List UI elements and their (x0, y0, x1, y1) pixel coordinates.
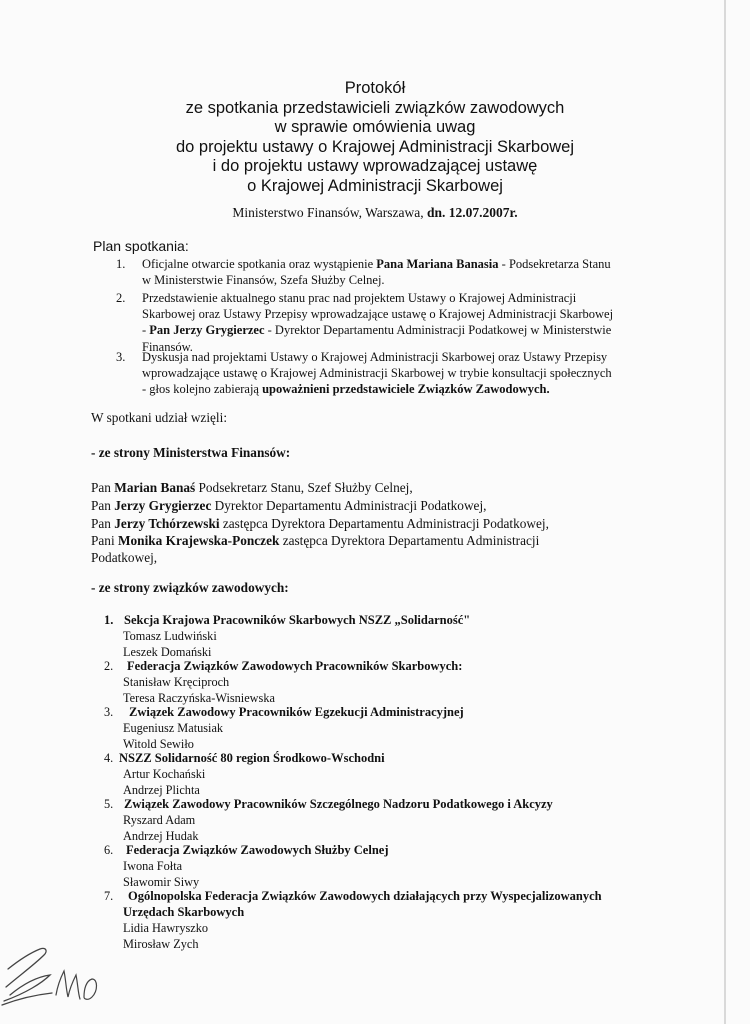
union-name: Federacja Związków Zawodowych Służby Celnej (126, 843, 389, 857)
unions-heading: - ze strony związków zawodowych: (91, 580, 289, 595)
plan-item-text: Przedstawienie aktualnego stanu prac nad projektem Ustawy o Krajowej Administracji (142, 291, 577, 305)
union-name-continuation: Urzędach Skarbowych (123, 905, 245, 919)
title-line: Protokół (344, 79, 406, 97)
union-number: 2. (104, 659, 114, 673)
union-name: NSZZ Solidarność 80 region Środkowo-Wschodni (119, 751, 385, 765)
union-member: Lidia Hawryszko (123, 921, 209, 935)
ministry-heading: - ze strony Ministerstwa Finansów: (91, 445, 291, 460)
union-member: Ryszard Adam (123, 813, 196, 827)
person-prefix: Pani (91, 533, 118, 548)
person-name: Marian Banaś (114, 480, 196, 495)
union-member: Artur Kochański (123, 767, 206, 781)
plan-item-text: Finansów. (142, 339, 193, 354)
union-name: Sekcja Krajowa Pracowników Skarbowych NSZZ „Solidarność" (124, 613, 471, 627)
union-member: Stanisław Kręciproch (123, 675, 230, 689)
plan-item-text: w Ministerstwie Finansów, Szefa Służby Celnej. (142, 273, 385, 288)
plan-item-text: - Dyrektor Departamentu Administracji Podatkowej w Ministerstwie (264, 323, 612, 338)
union-member: Andrzej Hudak (123, 829, 199, 843)
person-role: zastępca Dyrektora Departamentu Administracji (279, 533, 540, 548)
union-name: Związek Zawodowy Pracowników Szczególnego Nadzoru Podatkowego i Akcyzy (124, 797, 553, 811)
union-number: 6. (104, 843, 114, 857)
union-member: Leszek Domański (123, 645, 212, 659)
union-member: Eugeniusz Matusiak (123, 721, 224, 735)
person-prefix: Pan (91, 516, 115, 531)
plan-item (142, 290, 642, 355)
plan-item-number: 2. (116, 291, 126, 305)
union-member: Mirosław Zych (123, 937, 199, 951)
title-line: i do projektu ustawy wprowadzającej ustawę (212, 157, 538, 176)
ministry-person (91, 480, 413, 496)
plan-item (142, 349, 612, 398)
plan-item-text: - Podsekretarza Stanu (498, 257, 611, 271)
person-prefix: Pan (91, 498, 115, 513)
handwritten-signature (0, 935, 120, 1010)
plan-item-text: - (142, 323, 150, 338)
person-name: Jerzy Tchórzewski (114, 516, 220, 531)
union-member: Iwona Fołta (123, 859, 183, 873)
ministry-person (91, 516, 549, 532)
union-member: Teresa Raczyńska-Wisniewska (123, 691, 275, 705)
plan-item-text: - głos kolejno zabierają (142, 382, 263, 397)
union-member: Tomasz Ludwiński (123, 629, 217, 643)
union-member: Andrzej Plichta (123, 783, 200, 797)
ministry-person (91, 498, 486, 514)
plan-item-bold: upoważnieni przedstawiciele Związków Zawodowych. (262, 382, 550, 397)
title-line: o Krajowej Administracji Skarbowej (247, 176, 503, 195)
person-role: zastępca Dyrektora Departamentu Administracji Podatkowej, (219, 516, 549, 531)
document-title (0, 79, 750, 197)
union-member: Witold Sewiło (123, 737, 194, 751)
plan-item-number: 3. (116, 350, 126, 364)
ministry-person (91, 533, 539, 549)
union-member: Sławomir Siwy (123, 875, 200, 889)
union-number: 5. (104, 797, 114, 811)
plan-item-text: Oficjalne otwarcie spotkania oraz wystąpienie (142, 257, 377, 271)
plan-item-text: Skarbowej oraz Ustawy Przepisy wprowadzające ustawę o Krajowej Administracji Skarbowej (142, 307, 614, 322)
union-name: Ogólnopolska Federacja Związków Zawodowych działających przy Wyspecjalizowanych (128, 889, 602, 903)
plan-item-number: 1. (116, 257, 126, 271)
title-line: w sprawie omówienia uwag (274, 118, 476, 137)
title-line: do projektu ustawy o Krajowej Administracji Skarbowej (175, 137, 574, 156)
union-number: 4. (104, 751, 114, 765)
plan-item-text: wprowadzające ustawę o Krajowej Administracji Skarbowej w trybie konsultacji społecznych (142, 366, 612, 381)
union-number: 1. (104, 613, 114, 627)
person-name: Monika Krajewska-Ponczek (117, 533, 280, 548)
union-number: 7. (104, 889, 114, 903)
plan-item-text: Dyskusja nad projektami Ustawy o Krajowej Administracji Skarbowej oraz Ustawy Przepisy (142, 350, 608, 364)
meeting-place-date (0, 205, 750, 221)
union-name: Związek Zawodowy Pracowników Egzekucji Administracyjnej (129, 705, 464, 719)
person-name: Jerzy Grygierzec (114, 498, 212, 513)
union-name: Federacja Związków Zawodowych Pracowników Skarbowych: (127, 659, 463, 673)
title-line: ze spotkania przedstawicieli związków zawodowych (185, 98, 565, 117)
meeting-date: dn. 12.07.2007r. (426, 205, 518, 220)
person-role: Podsekretarz Stanu, Szef Służby Celnej, (195, 480, 413, 495)
person-role: Dyrektor Departamentu Administracji Podatkowej, (211, 498, 487, 513)
person-prefix: Pan (91, 480, 115, 495)
ministry-person-continuation: Podatkowej, (91, 550, 158, 565)
participants-intro: W spotkani udział wzięli: (91, 410, 228, 425)
plan-label: Plan spotkania: (93, 238, 189, 254)
plan-item (142, 256, 611, 288)
plan-item-bold: Pan Jerzy Grygierzec (149, 323, 265, 338)
meeting-place: Ministerstwo Finansów, Warszawa, (232, 205, 424, 220)
plan-item-bold: Pana Mariana Banasia (376, 257, 499, 271)
union-number: 3. (104, 705, 114, 719)
